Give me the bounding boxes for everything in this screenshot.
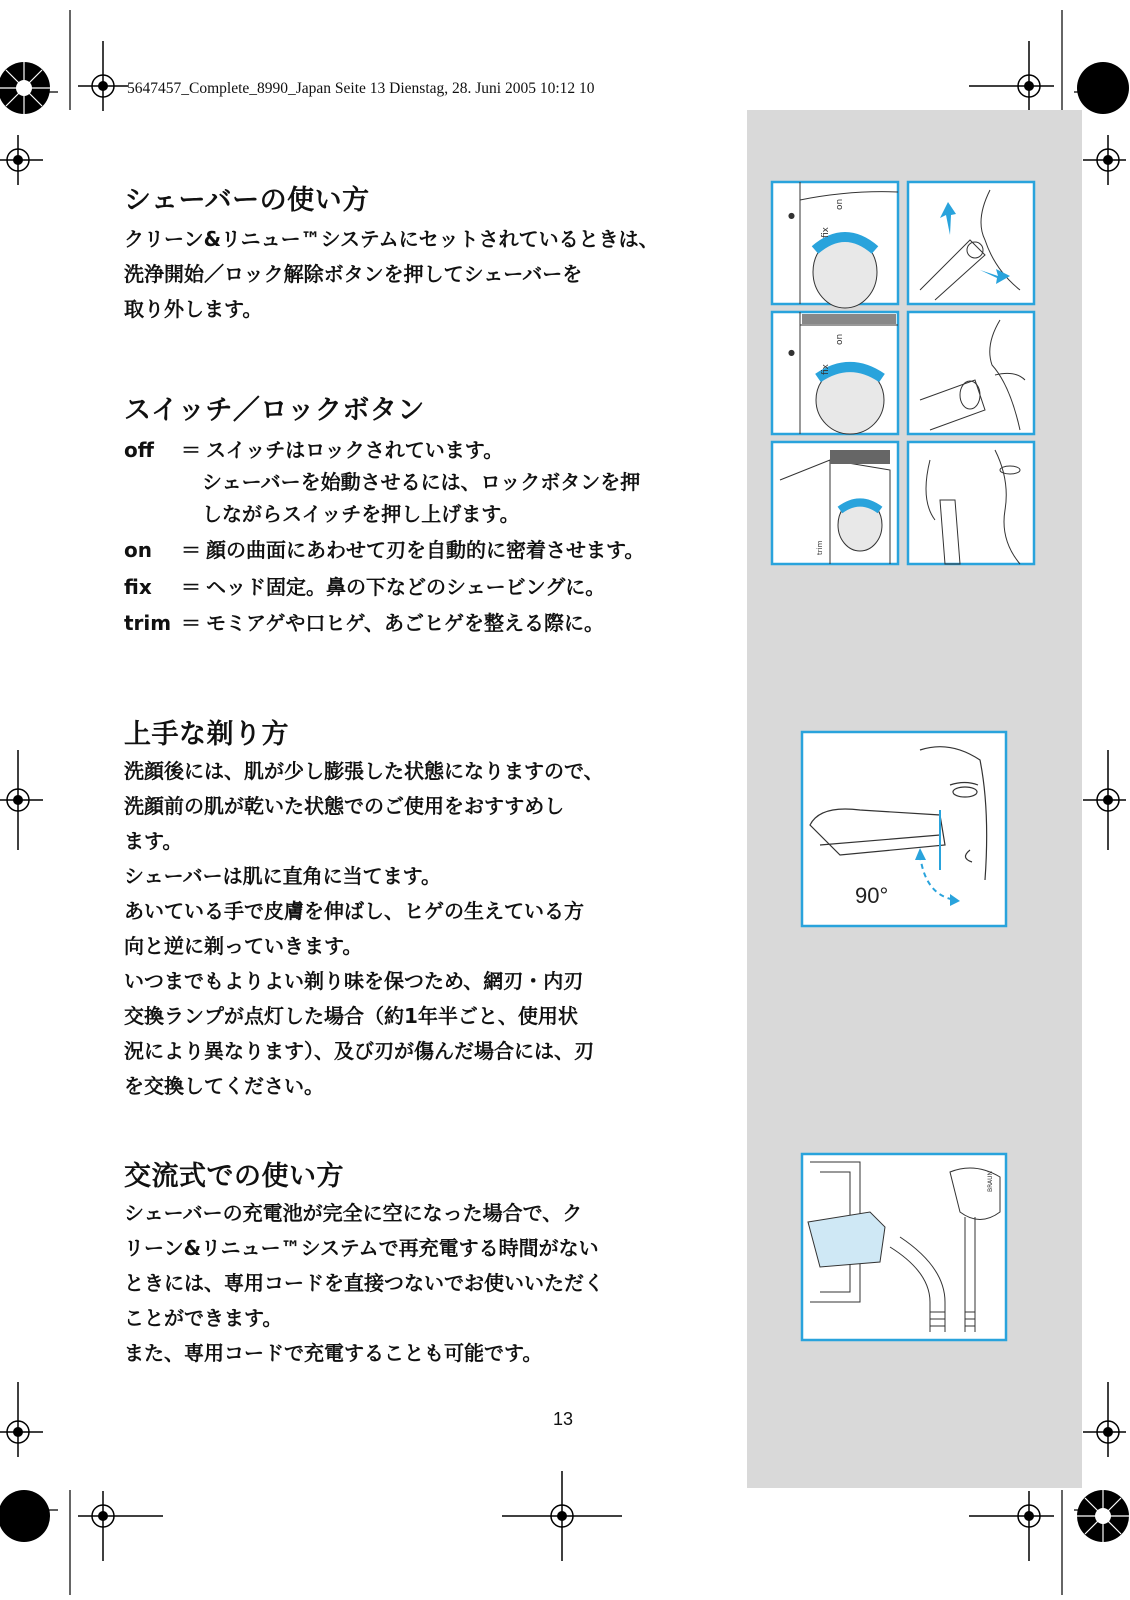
section-usage <box>124 178 704 217</box>
tips-line-7: いつまでもよりよい剃り味を保つため、網刃・内刃 <box>124 969 584 993</box>
label-fix-1: fix <box>821 227 831 238</box>
switch-off-cont-2: しながらスイッチを押し上げます。 <box>202 502 520 526</box>
section-switch <box>124 388 704 427</box>
ac-line-4: ことができます。 <box>124 1306 283 1330</box>
switch-text-fix: ヘッド固定。鼻の下などのシェービングに。 <box>206 575 606 599</box>
section-title-tips: 上手な剃り方 <box>124 719 289 750</box>
switch-eq: ＝ <box>181 538 201 562</box>
switch-off-cont-1: シェーバーを始動させるには、ロックボタンを押 <box>202 470 641 494</box>
switch-key-fix: fix <box>124 575 152 599</box>
tips-line-3: ます。 <box>124 829 183 853</box>
switch-row-off <box>124 434 503 463</box>
switch-text-on: 顔の曲面にあわせて刃を自動的に密着させます。 <box>206 538 645 562</box>
cord-brand-label: BRAUN <box>987 1170 994 1192</box>
switch-row-on <box>124 534 644 563</box>
angle-label: 90° <box>855 883 889 908</box>
tips-line-4: シェーバーは肌に直角に当てます。 <box>124 864 441 888</box>
switch-row-trim <box>124 607 604 636</box>
section-tips-body <box>124 754 704 1104</box>
ac-line-5: また、専用コードで充電することも可能です。 <box>124 1341 543 1365</box>
switch-key-on: on <box>124 538 152 562</box>
label-trim: trim <box>816 540 824 555</box>
section-ac <box>124 1154 704 1193</box>
section-title-ac: 交流式での使い方 <box>124 1161 344 1192</box>
switch-row-fix <box>124 571 605 600</box>
svg-text:●: ● <box>788 211 795 220</box>
switch-text-trim: モミアゲや口ヒゲ、あごヒゲを整える際に。 <box>206 611 604 635</box>
switch-eq: ＝ <box>181 438 201 462</box>
section-title-switch: スイッチ／ロックボタン <box>124 395 425 426</box>
tips-line-6: 向と逆に剃っていきます。 <box>124 934 363 958</box>
tips-line-10: を交換してください。 <box>124 1074 324 1098</box>
ac-line-3: ときには、専用コードを直接つないでお使いいただく <box>124 1271 604 1295</box>
usage-line-2: 洗浄開始／ロック解除ボタンを押してシェーバーを <box>124 262 583 286</box>
switch-eq: ＝ <box>181 611 201 635</box>
angle-illustration <box>800 730 1010 930</box>
section-title-usage: シェーバーの使い方 <box>124 185 370 216</box>
tips-line-2: 洗顔前の肌が乾いた状態でのご使用をおすすめし <box>124 794 565 818</box>
tips-line-8: 交換ランプが点灯した場合（約1年半ごと、使用状 <box>124 1004 578 1028</box>
switch-key-trim: trim <box>124 611 172 635</box>
section-ac-body <box>124 1196 704 1371</box>
label-on-1: on <box>835 198 845 210</box>
tips-line-1: 洗顔後には、肌が少し膨張した状態になりますので、 <box>124 759 604 783</box>
ac-cord-illustration <box>800 1152 1010 1342</box>
switch-illustration-grid <box>770 180 1042 570</box>
tips-line-9: 況により異なります）、及び刃が傷んだ場合には、刃 <box>124 1039 594 1063</box>
tips-line-5: あいている手で皮膚を伸ばし、ヒゲの生えている方 <box>124 899 584 923</box>
switch-eq: ＝ <box>181 575 201 599</box>
ac-line-1: シェーバーの充電池が完全に空になった場合で、ク <box>124 1201 583 1225</box>
usage-line-3: 取り外します。 <box>124 297 263 321</box>
section-usage-body <box>124 222 704 327</box>
svg-text:●: ● <box>788 348 795 357</box>
label-on-2: on <box>835 333 845 345</box>
label-fix-2: fix <box>821 364 831 375</box>
page-number: 13 <box>553 1409 574 1429</box>
switch-key-off: off <box>124 438 154 462</box>
section-tips <box>124 712 704 751</box>
switch-text-off: スイッチはロックされています。 <box>206 438 504 462</box>
ac-line-2: リーン&リニュー™システムで再充電する時間がない <box>124 1236 599 1260</box>
usage-line-1: クリーン&リニュー™システムにセットされているときは、 <box>124 227 659 251</box>
print-slug: 5647457_Complete_8990_Japan Seite 13 Dienstag, 28. Juni 2005 10:12 10 <box>127 80 595 97</box>
